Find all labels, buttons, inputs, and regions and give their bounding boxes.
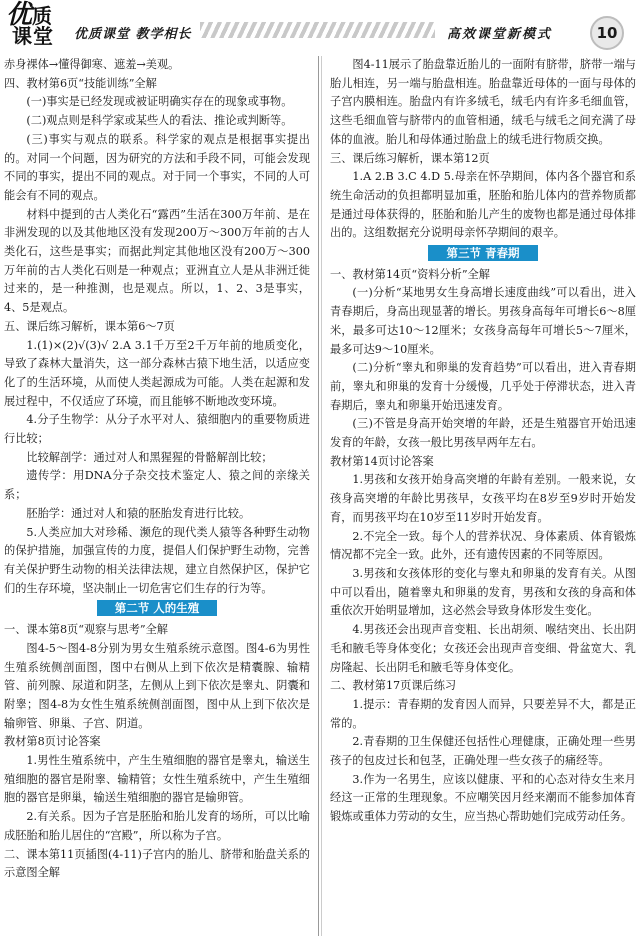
header-stripe-decoration — [200, 22, 435, 38]
paragraph: 1.(1)×(2)√(3)√ 2.A 3.1千万至2千万年前的地质变化，导致了森林大量消失，这一部分森林古猿下地生活，以适应变化了的生活环境，从而使人类起源成为可能。人类在起源和发展过程中，不仅适应了环境，而且能够不断地改变环境。 — [4, 338, 310, 408]
logo — [6, 2, 72, 48]
paragraph: (三)事实与观点的联系。科学家的观点是根据事实提出的。对同一个问题，因为研究的方法和手段不同，可能会发现不同的事实，提出不同的观点。对于同一个事实，不同的人可能会有不同的观点。 — [4, 132, 310, 202]
subheading: 一、教材第14页“资料分析”全解 — [330, 267, 490, 281]
page-number-badge: 10 — [590, 16, 624, 50]
page-header — [0, 0, 640, 52]
paragraph: (一)事实是已经发现或被证明确实存在的现象或事物。 — [26, 95, 293, 109]
logo-char-2: 质 — [32, 4, 52, 28]
paragraph: 1.男孩和女孩开始身高突增的年龄有差别。一般来说，女孩身高突增的年龄比男孩早，女孩平均在8岁至9岁时开始发育，而男孩平均在10岁至11岁时开始发育。 — [330, 473, 636, 524]
right-column — [330, 56, 636, 827]
section-heading-label: 第三节 青春期 — [428, 245, 537, 261]
paragraph: 2.有关系。因为子宫是胚胎和胎儿发育的场所，可以比喻成胚胎和胎儿居住的“宫殿”，所以称为子宫。 — [4, 810, 310, 842]
paragraph: 3.作为一名男生，应该以健康、平和的心态对待女生来月经这一正常的生理现象。不应嘲笑因月经来潮而不能参加体育锻炼或重体力劳动的女生，应当热心帮助她们完成劳动任务。 — [330, 772, 636, 824]
column-divider-inner — [321, 56, 322, 936]
subheading: 一、课本第8页“观察与思考”全解 — [4, 623, 168, 637]
left-column — [4, 56, 310, 883]
header-slogan-right: 高效课堂新模式 — [447, 27, 553, 42]
subheading: 教材第8页讨论答案 — [4, 735, 101, 749]
subheading: 二、课本第11页插图(4-11)子宫内的胎儿、脐带和胎盘关系的示意图全解 — [4, 847, 310, 880]
subheading: 教材第14页讨论答案 — [330, 454, 434, 468]
section-heading — [330, 245, 636, 264]
logo-char-1: 优 — [6, 0, 33, 30]
paragraph: 1.提示：青春期的发育因人而异，只要差异不大，都是正常的。 — [330, 697, 636, 730]
paragraph: (一)分析“某地男女生身高增长速度曲线”可以看出，进入青春期后，身高出现显著的增长。男孩身高每年可增长6～8厘米，最多可达10～12厘米；女孩身高每年可增长5～7厘米，最多可达9～10厘米。 — [330, 286, 636, 356]
paragraph: 2.不完全一致。每个人的营养状况、身体素质、体育锻炼情况都不完全一致。此外，还有遗传因素的不同等原因。 — [330, 529, 636, 562]
subheading: 三、课后练习解析，课本第12页 — [330, 151, 490, 165]
paragraph: 图4-5～图4-8分别为男女生殖系统示意图。图4-6为男性生殖系统侧剖面图，图中右侧从上到下依次是精囊腺、输精管、前列腺、尿道和阴茎，左侧从上到下依次是睾丸、阴囊和附睾；图4-8为女性生殖系统侧剖面图，图中从上到下依次是输卵管、卵巢、子宫、阴道。 — [4, 641, 310, 730]
paragraph: 5.人类应加大对珍稀、濒危的现代类人猿等各种野生动物的保护措施，加强宣传的力度，提倡人们保护野生动物，完善有关保护野生动物的相关法律法规，建立自然保护区，保护它们的生存环境，坚决制止一切危害它们生存的行为等。 — [4, 525, 310, 595]
subheading: 二、教材第17页课后练习 — [330, 679, 457, 693]
paragraph: 1.男性生殖系统中，产生生殖细胞的器官是睾丸，输送生殖细胞的器官是附睾、输精管；女性生殖系统中，产生生殖细胞的器官是卵巢，输送生殖细胞的器官是输卵管。 — [4, 754, 310, 805]
paragraph: 材料中提到的古人类化石“露西”生活在300万年前、是在非洲发现的以及其他地区没有发现200万～300万年前的古人类化石，这些是事实；而据此判定其他地区没有200万～300万年前的古人类化石则是一种观点；亚洲直立人是从非洲迁徙过来的，是一种推测，也是观点。所以，1、2、3是事实，4、5是观点。 — [4, 207, 310, 315]
subheading: 赤身裸体→懂得御寒、遮羞→美观。 — [4, 58, 180, 71]
paragraph: 2.青春期的卫生保健还包括性心理健康，正确处理一些男孩子的包皮过长和包茎，正确处理一些女孩子的痛经等。 — [330, 735, 636, 768]
logo-char-3: 课堂 — [12, 24, 54, 48]
paragraph: 图4-11展示了胎盘靠近胎儿的一面附有脐带，脐带一端与胎儿相连，另一端与胎盘相连。胎盘靠近母体的一面与母体的子宫内膜相连。胎盘内有许多绒毛，绒毛内有许多毛细血管，这些毛细血管与脐带内的血管相通，绒毛与绒毛之间充满了母体的血液。胎儿和母体通过胎盘上的绒毛进行物质交换。 — [330, 58, 636, 146]
subheading: 四、教材第6页“技能训练”全解 — [4, 76, 157, 90]
paragraph: 遗传学：用DNA分子杂交技术鉴定人、猿之间的亲缘关系； — [4, 469, 310, 502]
paragraph: (三)不管是身高开始突增的年龄，还是生殖器官开始迅速发育的年龄，女孩一般比男孩早两年左右。 — [330, 417, 636, 450]
paragraph: 4.男孩还会出现声音变粗、长出胡须、喉结突出、长出阴毛和腋毛等身体变化；女孩还会出现声音变细、骨盆宽大、乳房隆起、长出阴毛和腋毛等身体变化。 — [330, 623, 636, 674]
paragraph: 4.分子生物学：从分子水平对人、猿细胞内的重要物质进行比较； — [4, 413, 310, 446]
paragraph: (二)分析“睾丸和卵巢的发育趋势”可以看出，进入青春期前，睾丸和卵巢的发育十分缓慢，几乎处于停滞状态，进入青春期后，睾丸和卵巢开始迅速发育。 — [330, 361, 636, 412]
column-divider — [318, 56, 319, 936]
header-slogan-left: 优质课堂 教学相长 — [74, 27, 192, 42]
paragraph: 胚胎学：通过对人和猿的胚胎发育进行比较。 — [26, 506, 251, 520]
subheading: 五、课后练习解析，课本第6～7页 — [4, 319, 175, 333]
paragraph: 3.男孩和女孩体形的变化与睾丸和卵巢的发育有关。从图中可以看出，随着睾丸和卵巢的发育，男孩和女孩的身高和体重依次开始明显增加，这必然会导致身体形发生变化。 — [330, 566, 636, 618]
section-heading — [4, 600, 310, 619]
section-heading-label: 第二节 人的生殖 — [97, 600, 218, 616]
paragraph: 1.A 2.B 3.C 4.D 5.母亲在怀孕期间，体内各个器官和系统生命活动的负担都明显加重，胚胎和胎儿体内的营养物质都是通过母体获得的，胚胎和胎儿产生的废物也都是通过母体排出的。这组数据充分说明母亲怀孕期间的艰辛。 — [330, 170, 636, 240]
paragraph: (二)观点则是科学家或某些人的看法、推论或判断等。 — [26, 114, 293, 128]
paragraph: 比较解剖学：通过对人和黑猩猩的骨骼解剖比较； — [26, 450, 273, 464]
